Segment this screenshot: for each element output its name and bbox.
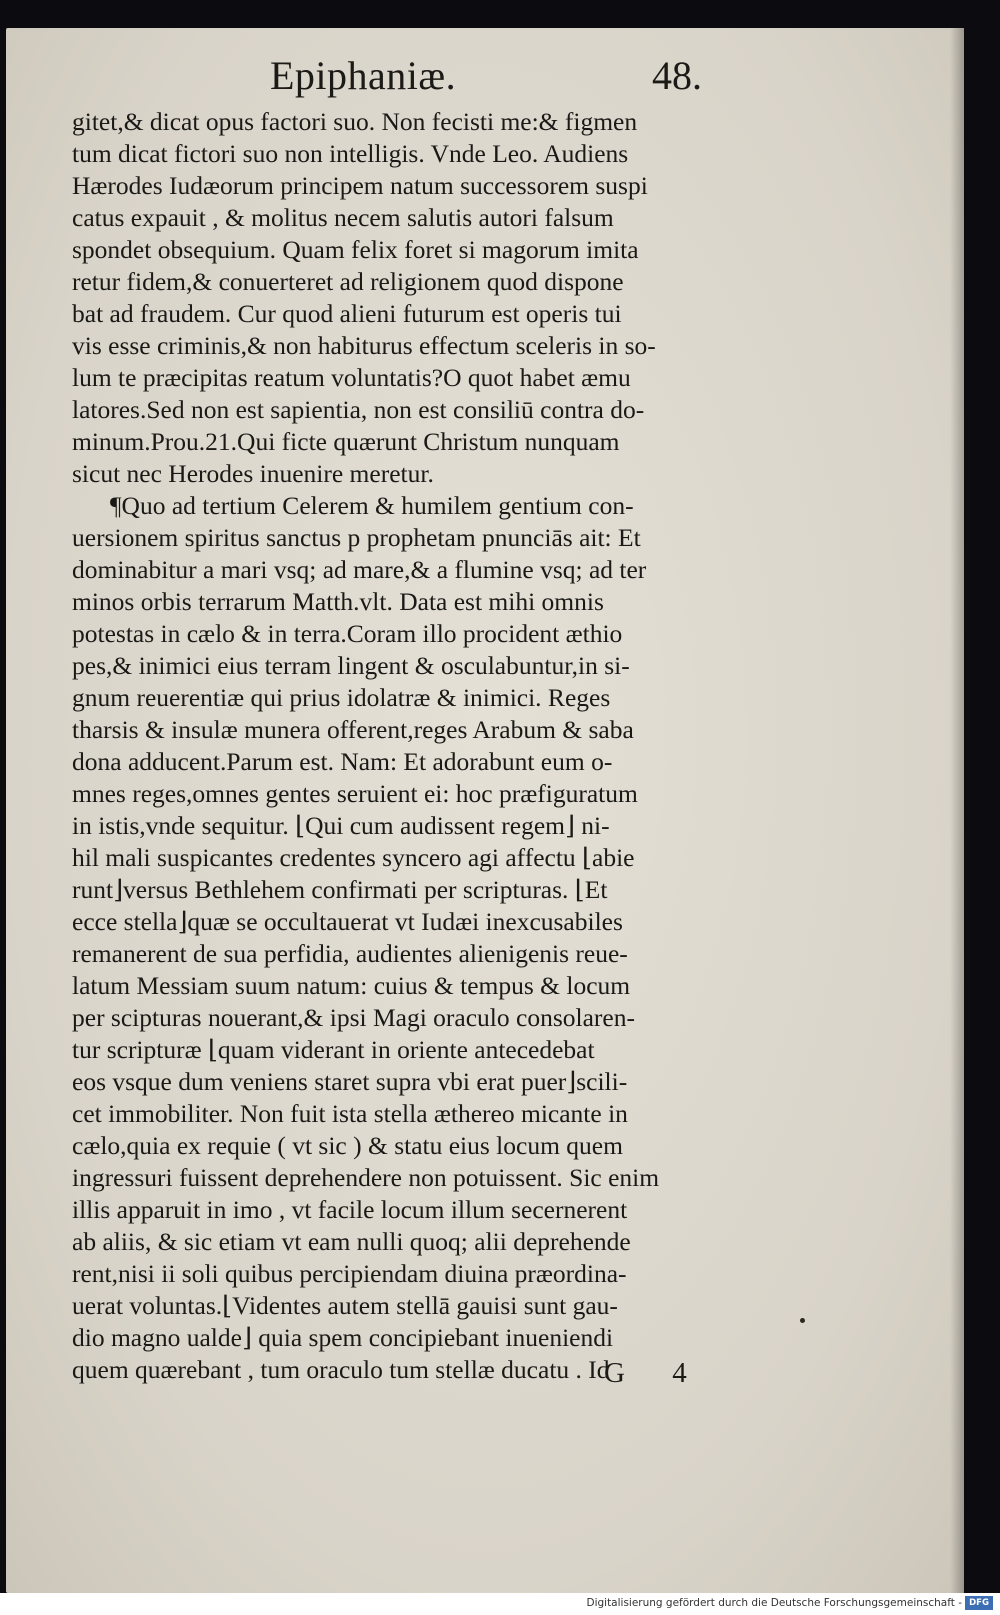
text-line: cet immobiliter. Non fuit ista stella æthereo micante in	[72, 1099, 628, 1128]
text-line: cælo,quia ex requie ( vt sic ) & statu eius locum quem	[72, 1131, 623, 1160]
text-line: uerat voluntas.⌊Videntes autem stellā gauisi sunt gau-	[72, 1291, 618, 1320]
text-line: in istis,vnde sequitur. ⌊Qui cum audissent regem⌋ ni-	[72, 811, 610, 840]
text-line: bat ad fraudem. Cur quod alieni futurum est operis tui	[72, 299, 622, 328]
signature-mark: G 4	[604, 1357, 707, 1389]
text-line: gitet,& dicat opus factori suo. Non fecisti me:& figmen	[72, 107, 638, 136]
text-line: dominabitur a mari vsq; ad mare,& a flumine vsq; ad ter	[72, 555, 647, 584]
dfg-logo: DFG	[965, 1596, 993, 1610]
text-line: sicut nec Herodes inuenire meretur.	[72, 459, 434, 488]
text-line: minum.Prou.21.Qui ficte quærunt Christum nunquam	[72, 427, 620, 456]
text-line: ¶Quo ad tertium Celerem & humilem gentium con-	[110, 491, 634, 520]
page-edge-shadow	[950, 28, 964, 1593]
text-line: quem quærebant , tum oraculo tum stellæ ducatu . Id	[72, 1355, 610, 1384]
text-line: rent,nisi ii soli quibus percipiendam diuina præordina-	[72, 1259, 627, 1288]
text-line: gnum reuerentiæ qui prius idolatræ & inimici. Reges	[72, 683, 611, 712]
text-line: hil mali suspicantes credentes syncero agi affectu ⌊abie	[72, 843, 635, 872]
text-line: ecce stella⌋quæ se occultauerat vt Iudæi inexcusabiles	[72, 907, 623, 936]
text-line: vis esse criminis,& non habiturus effectum sceleris in so-	[72, 331, 656, 360]
text-line: spondet obsequium. Quam felix foret si magorum imita	[72, 235, 639, 264]
text-line: tharsis & insulæ munera offerent,reges Arabum & saba	[72, 715, 634, 744]
text-line: tur scripturæ ⌊quam viderant in oriente antecedebat	[72, 1035, 595, 1064]
text-line: remanerent de sua perfidia, audientes alienigenis reue-	[72, 939, 628, 968]
text-line: runt⌋versus Bethlehem confirmati per scripturas. ⌊Et	[72, 875, 608, 904]
page-body-text	[72, 106, 792, 1386]
funding-credit: Digitalisierung gefördert durch die Deutsche Forschungsgemeinschaft -	[586, 1597, 962, 1609]
text-line: tum dicat fictori suo non intelligis. Vnde Leo. Audiens	[72, 139, 629, 168]
text-line: eos vsque dum veniens staret supra vbi erat puer⌋scili-	[72, 1067, 628, 1096]
text-line: minos orbis terrarum Matth.vlt. Data est mihi omnis	[72, 587, 604, 616]
text-line: Hærodes Iudæorum principem natum successorem suspi	[72, 171, 648, 200]
text-line: per scipturas nouerant,& ipsi Magi oraculo consolaren-	[72, 1003, 635, 1032]
text-line: pes,& inimici eius terram lingent & osculabuntur,in si-	[72, 651, 630, 680]
text-line: retur fidem,& conuerteret ad religionem quod dispone	[72, 267, 624, 296]
text-line: illis apparuit in imo , vt facile locum illum secernerent	[72, 1195, 628, 1224]
text-line: mnes reges,omnes gentes seruient ei: hoc præfiguratum	[72, 779, 638, 808]
text-line: latores.Sed non est sapientia, non est consiliū contra do-	[72, 395, 645, 424]
text-line: dona adducent.Parum est. Nam: Et adorabunt eum o-	[72, 747, 613, 776]
text-line: uersionem spiritus sanctus p prophetam pnunciās ait: Et	[72, 523, 641, 552]
text-line: latum Messiam suum natum: cuius & tempus & locum	[72, 971, 631, 1000]
text-line: catus expauit , & molitus necem salutis autori falsum	[72, 203, 614, 232]
text-line: dio magno ualde⌋ quia spem concipiebant inueniendi	[72, 1323, 614, 1352]
text-line: potestas in cælo & in terra.Coram illo procident æthio	[72, 619, 623, 648]
text-line: ingressuri fuissent deprehendere non potuissent. Sic enim	[72, 1163, 660, 1192]
running-head: Epiphaniæ.	[270, 53, 457, 98]
page-number: 48.	[652, 53, 702, 98]
text-line: lum te præcipitas reatum voluntatis?O quot habet æmu	[72, 363, 631, 392]
ink-spot	[800, 1318, 805, 1323]
text-line: ab aliis, & sic etiam vt eam nulli quoq; alii deprehende	[72, 1227, 631, 1256]
